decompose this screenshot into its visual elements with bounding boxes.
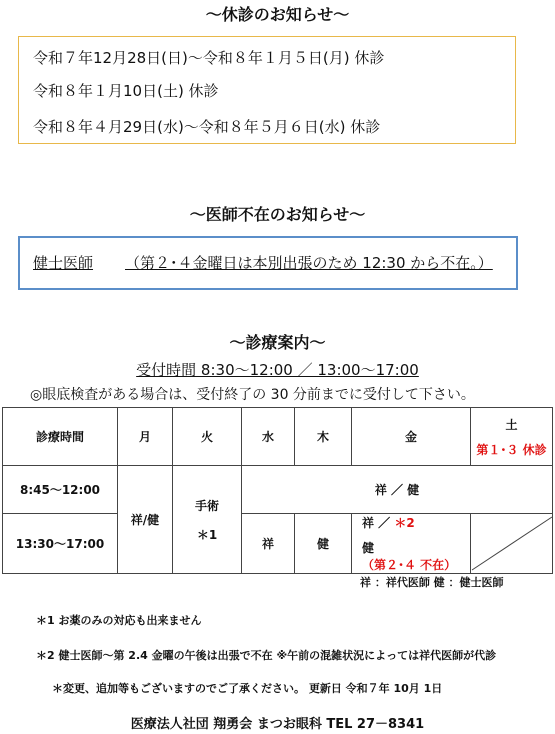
- afternoon-wed: 祥: [242, 514, 295, 574]
- header-mon: 月: [118, 408, 173, 466]
- footnote-3: ＊変更、追加等もございますのでご了承ください。 更新日 令和７年 10月 1日: [52, 682, 443, 695]
- morning-time: 8:45～12:00: [3, 466, 118, 514]
- header-thu: 木: [295, 408, 352, 466]
- absence-note: （第２･４金曜日は本別出張のため 12:30 から不在。）: [125, 254, 493, 272]
- closure-line-3: 令和８年４月29日(水)～令和８年５月６日(水) 休診: [33, 118, 381, 136]
- fri-doctor-1: 祥 ／: [362, 516, 391, 530]
- closure-title: ～休診のお知らせ～: [205, 5, 350, 24]
- diagonal-slash: [471, 516, 553, 571]
- schedule-table: [2, 407, 553, 574]
- closure-line-2: 令和８年１月10日(土) 休診: [33, 82, 219, 100]
- clinic-footer: 医療法人社団 翔勇会 まつお眼科 TEL 27－8341: [130, 717, 425, 732]
- tue-footnote-mark: ＊1: [196, 527, 218, 542]
- morning-row: [3, 466, 553, 514]
- tue-surgery: 手術: [194, 498, 219, 513]
- absent-doctor-name: 健士医師: [33, 254, 94, 272]
- absence-title: ～医師不在のお知らせ～: [189, 205, 366, 224]
- afternoon-row: [3, 514, 553, 574]
- tue-cell: [173, 466, 242, 574]
- afternoon-fri: [352, 514, 471, 574]
- header-sat: 土: [505, 417, 518, 432]
- reception-hours: 受付時間 8:30～12:00 ／ 13:00～17:00: [136, 361, 419, 379]
- fri-absent-note: （第２･４ 不在）: [362, 558, 457, 572]
- header-time: 診療時間: [3, 408, 118, 466]
- fri-footnote-mark: ＊2: [394, 516, 415, 530]
- header-sat-cell: [471, 408, 553, 466]
- morning-wed-to-sat: 祥 ／ 健: [242, 466, 553, 514]
- sat-closed-note: 第１･３ 休診: [476, 442, 547, 457]
- header-fri: 金: [352, 408, 471, 466]
- afternoon-thu: 健: [295, 514, 352, 574]
- afternoon-sat-closed: [471, 514, 553, 574]
- doctor-legend: 祥 ：祥代医師 健 ：健士医師: [360, 576, 504, 589]
- exam-note: ◎眼底検査がある場合は、受付終了の 30 分前までに受付して下さい。: [30, 387, 475, 403]
- closure-line-1: 令和７年12月28日(日)～令和８年１月５日(月) 休診: [33, 49, 385, 67]
- footnote-1: ＊1 お薬のみの対応も出来ません: [36, 614, 202, 627]
- header-wed: 水: [242, 408, 295, 466]
- absence-box: [18, 236, 518, 290]
- guide-title: ～診療案内～: [229, 333, 326, 352]
- fri-doctor-2: 健: [362, 541, 375, 555]
- schedule-header-row: [3, 408, 553, 466]
- mon-doctor: 祥/健: [118, 466, 173, 574]
- closure-box: [18, 36, 516, 144]
- footnote-2: ＊2 健士医師～第 2.4 金曜の午後は出張で不在 ※午前の混雑状況によっては祥代医師が代診: [36, 649, 497, 662]
- header-tue: 火: [173, 408, 242, 466]
- afternoon-time: 13:30～17:00: [3, 514, 118, 574]
